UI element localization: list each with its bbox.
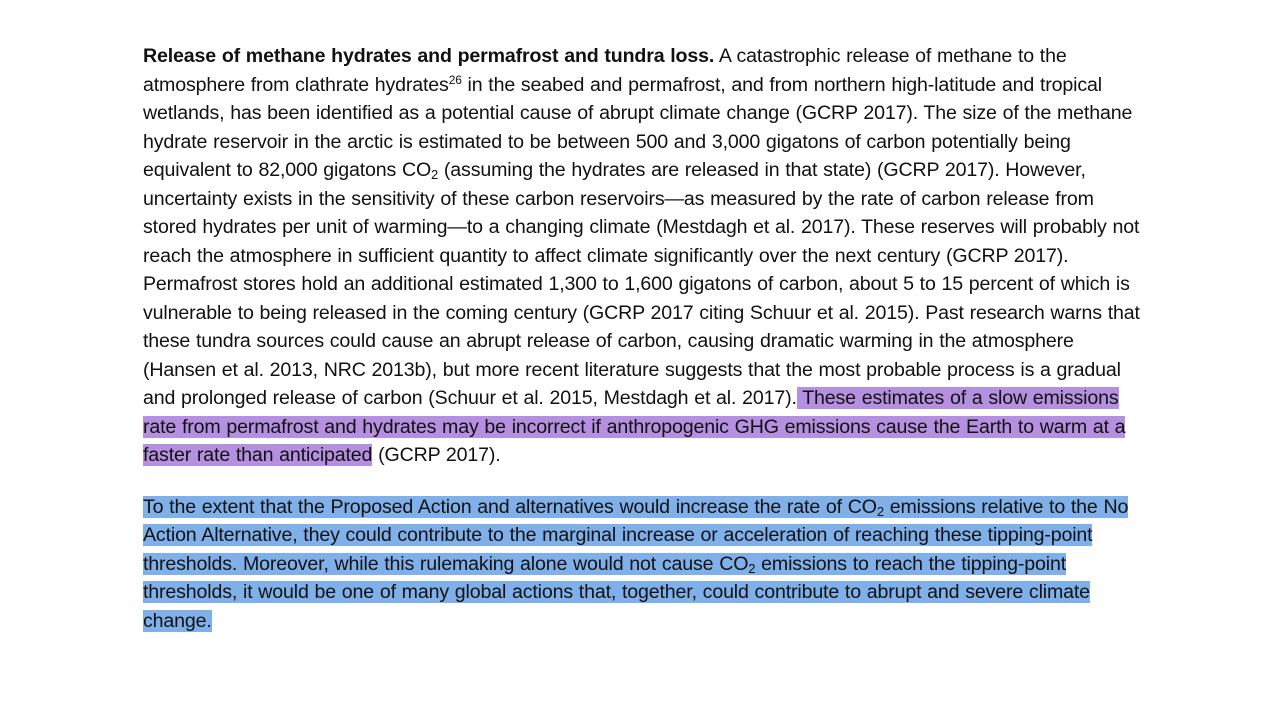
subscript: 2	[876, 503, 884, 519]
document-page	[143, 42, 1143, 635]
subscript: 2	[431, 167, 439, 182]
blue-highlight-selection[interactable]	[143, 496, 1128, 632]
paragraph-text: (assuming the hydrates are released in that state) (GCRP 2017). However, uncertainty exists in the sensitivity of these carbon reservoirs—as measured by the rate of carbon release from stored hydrates per unit of warming—to a changing climate (Mestdagh et al. 2017). These reserves will probably not reach the atmosphere in sufficient quantity to affect climate significantly over the next century (GCRP 2017). Permafrost stores hold an additional estimated 1,300 to 1,600 gigatons of carbon, about 5 to 15 percent of which is vulnerable to being released in the coming century (GCRP 2017 citing Schuur et al. 2015). Past research warns that these tundra sources could cause an abrupt release of carbon, causing dramatic warming in the atmosphere (Hansen et al. 2013, NRC 2013b), but more recent literature suggests that the most probable process is a gradual and prolonged release of carbon (Schuur et al. 2015, Mestdagh et al. 2017).	[143, 159, 1140, 409]
paragraph-text: emissions to reach the tipping-point thresholds, it would be one of many global actions that, together, could contribute to abrupt and severe climate change.	[143, 552, 1090, 632]
paragraph-heading: Release of methane hydrates and permafrost and tundra loss.	[143, 45, 715, 67]
purple-highlight-selection[interactable]: These estimates of a slow emissions rate from permafrost and hydrates may be incorrect if anthropogenic GHG emissions cause the Earth to warm at a faster rate than anticipated	[143, 387, 1126, 466]
paragraph-methane-hydrates[interactable]	[143, 42, 1143, 470]
subscript: 2	[748, 560, 756, 576]
paragraph-text: emissions relative to the No Action Alternative, they could contribute to the marginal increase or acceleration of reaching these tipping-point thresholds. Moreover, while this rulemaking alone would not cause CO	[143, 495, 1129, 575]
paragraph-text: (GCRP 2017).	[372, 444, 501, 466]
paragraph-text: in the seabed and permafrost, and from northern high-latitude and tropical wetlands, has been identified as a potential cause of abrupt climate change (GCRP 2017). The size of the methane hydrate reservoir in the arctic is estimated to be between 500 and 3,000 gigatons of carbon potentially being equivalent to 82,000 gigatons CO	[143, 73, 1133, 181]
paragraph-proposed-action[interactable]	[143, 493, 1143, 636]
footnote-reference[interactable]: 26	[448, 72, 462, 87]
paragraph-text: A catastrophic release of methane to the atmosphere from clathrate hydrates	[143, 45, 1067, 96]
paragraph-text: To the extent that the Proposed Action and alternatives would increase the rate of CO	[143, 495, 877, 518]
